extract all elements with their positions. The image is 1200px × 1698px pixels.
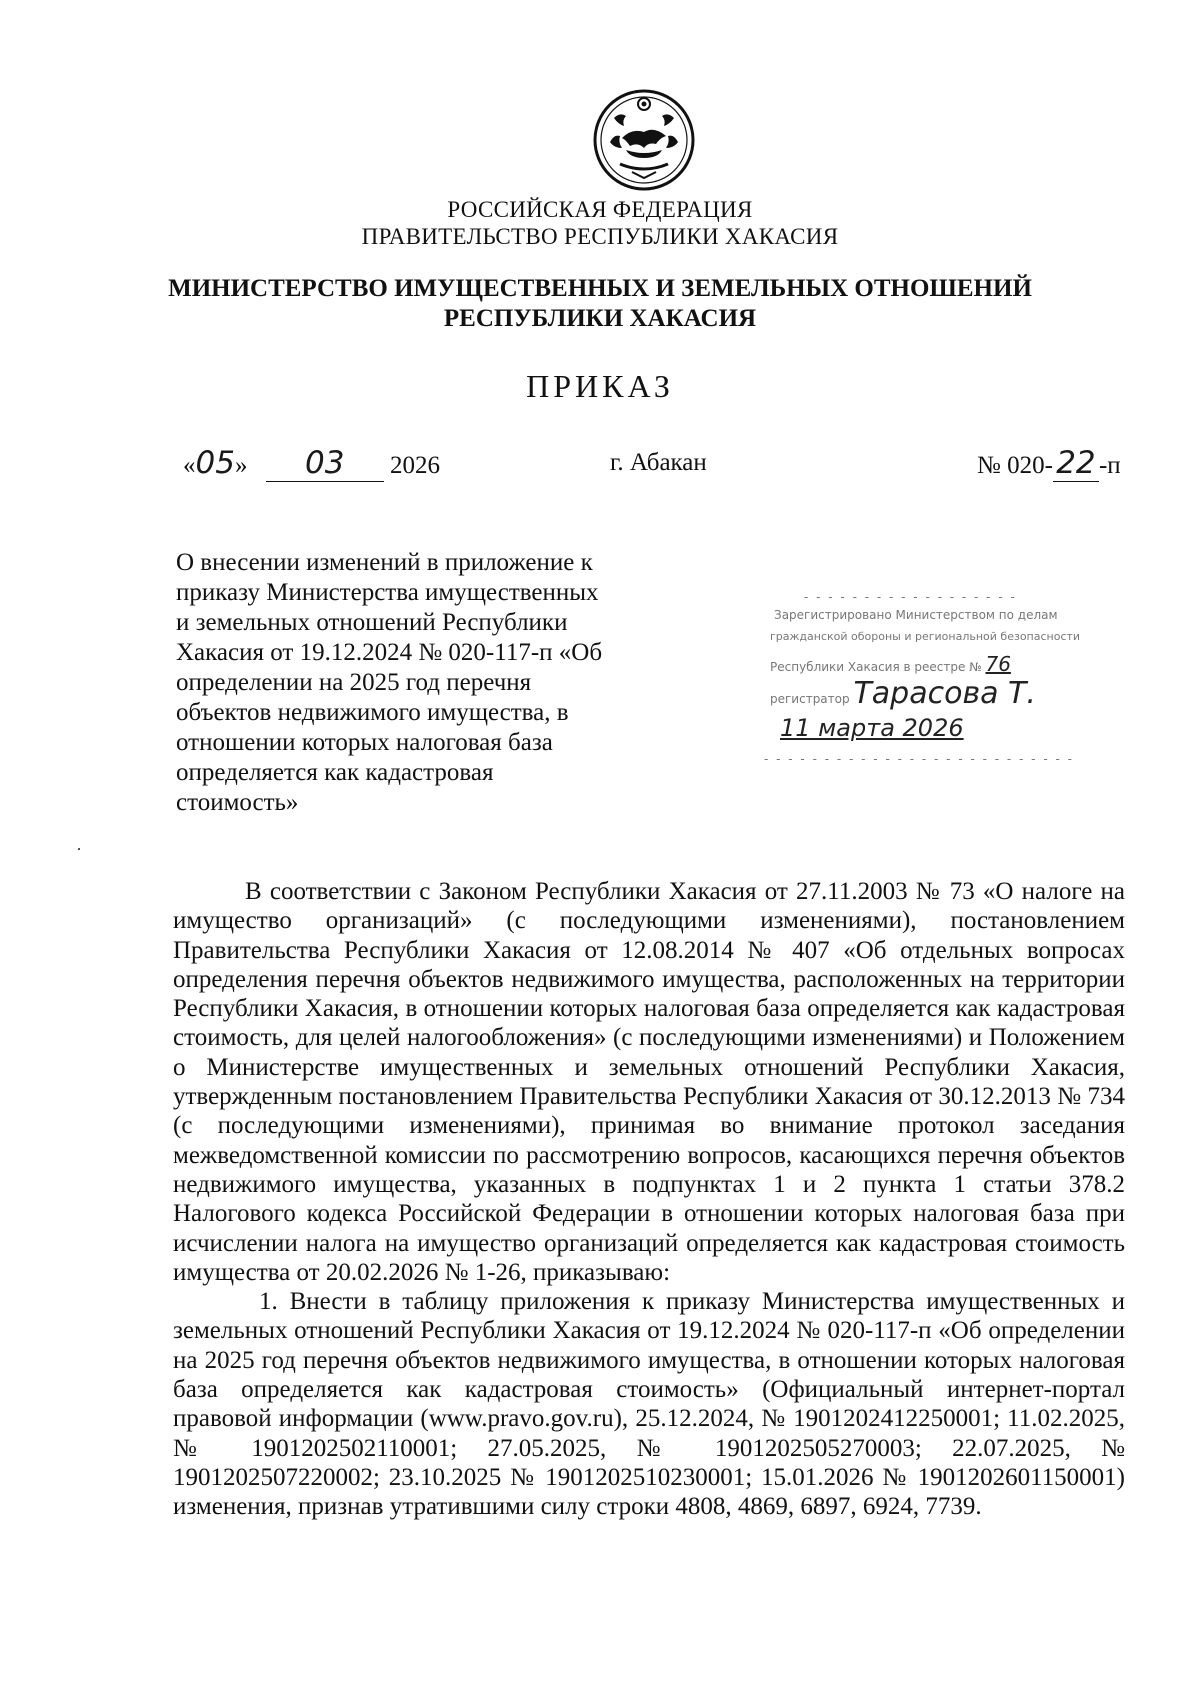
subject-line: Хакасия от 19.12.2024 № 020-117-п «Об xyxy=(176,639,603,666)
ministry-title-line1: МИНИСТЕРСТВО ИМУЩЕСТВЕННЫХ И ЗЕМЕЛЬНЫХ ОТНОШЕНИЙ xyxy=(168,275,1032,302)
subject-line: объектов недвижимого имущества, в xyxy=(176,699,569,726)
date-open-quote: « xyxy=(183,452,196,479)
subject-line: стоимость» xyxy=(176,789,299,816)
stamp-reg-number: 76 xyxy=(985,652,1011,676)
order-date xyxy=(183,445,440,482)
stamp-line-2: гражданской обороны и региональной безопасности xyxy=(770,630,1081,643)
order-number-prefix: № 020- xyxy=(977,452,1053,479)
subject-line: и земельных отношений Республики xyxy=(176,609,568,636)
government-title: ПРАВИТЕЛЬСТВО РЕСПУБЛИКИ ХАКАСИЯ xyxy=(361,224,839,249)
subject-line: определении на 2025 год перечня xyxy=(176,669,532,696)
order-item-1: 1. Внести в таблицу приложения к приказу Министерства имущественных и земельных отношений Республики Хакасия от 19.12.2024 № 020-117-п «Об определении на 2025 год перечня объектов недвижимого имущества, в отношении которых налоговая база определяется как кадастровая стоимость» (Официальный интернет-портал правовой информации (www.pravo.gov.ru), 25.12.2024, № 1901202412250001; 11.02.2025, № 1901202502110001; 27.05.2025, № 1901202505270003; 22.07.2025, № 1901202507220002; 23.10.2025 № 1901202510230001; 15.01.2026 № 1901202601150001) изменения, признав утратившими силу строки 4808, 4869, 6897, 6924, 7739. xyxy=(173,1288,1125,1521)
stamp-line-1: Зарегистрировано Министерством по делам xyxy=(774,608,1058,622)
date-day: 05 xyxy=(195,445,235,481)
order-place: г. Абакан xyxy=(610,449,707,476)
order-number-suffix: -п xyxy=(1098,452,1121,479)
date-month: 03 xyxy=(304,445,345,481)
document-type: ПРИКАЗ xyxy=(526,368,674,404)
subject-line: приказу Министерства имущественных xyxy=(176,579,599,606)
subject-line: О внесении изменений в приложение к xyxy=(176,549,593,576)
order-number-value: 22 xyxy=(1056,445,1096,481)
stamp-date: 11 марта 2026 xyxy=(780,714,964,742)
subject-line: отношении которых налоговая база xyxy=(176,729,553,756)
preamble-paragraph: В соответствии с Законом Республики Хакасия от 27.11.2003 № 73 «О налоге на имущество организаций» (с последующими изменениями), постановлением Правительства Республики Хакасия от 12.08.2014 № 407 «Об отдельных вопросах определения перечня объектов недвижимого имущества, расположенных на территории Республики Хакасия, в отношении которых налоговая база определяется как кадастровая стоимость, для целей налогообложения» (с последующими изменениями) и Положением о Министерстве имущественных и земельных отношений Республики Хакасия, утвержденным постановлением Правительства Республики Хакасия от 30.12.2013 № 734 (с последующими изменениями), принимая во внимание протокол заседания межведомственной комиссии по рассмотрению вопросов, касающихся перечня объектов недвижимого имущества, указанных в подпунктах 1 и 2 пункта 1 статьи 378.2 Налогового кодекса Российской Федерации в отношении которых налоговая база при исчислении налога на имущество организаций определяется как кадастровая стоимость имущества от 20.02.2026 № 1-26, приказываю: xyxy=(173,878,1125,1286)
subject-line: определяется как кадастровая xyxy=(176,759,494,786)
order-body xyxy=(173,877,1125,1522)
stamp-signature: Тарасова Т. xyxy=(853,676,1036,711)
country-title: РОССИЙСКАЯ ФЕДЕРАЦИЯ xyxy=(447,197,753,222)
date-close-quote: » xyxy=(234,452,248,479)
order-subject xyxy=(176,548,629,818)
stamp-line-4: регистратор xyxy=(770,692,850,706)
stamp-line-3: Республики Хакасия в реестре № xyxy=(770,660,982,674)
order-number xyxy=(977,445,1121,482)
emblem-icon xyxy=(592,88,696,192)
date-year: 2026 xyxy=(389,452,440,479)
ministry-title-line2: РЕСПУБЛИКИ ХАКАСИЯ xyxy=(443,305,757,332)
registration-stamp: - - - - - - - - - - - - - - - - - - Зарегистрировано Министерством по делам гражданской обороны и региональной безопасности Республики Хакасия в реестре № 76 регистратор Тарасова Т. 11 марта 2026 - - - - - - - - - - - - - - - - - - - - - - - - - - xyxy=(764,590,1081,766)
scan-speck xyxy=(78,848,80,850)
